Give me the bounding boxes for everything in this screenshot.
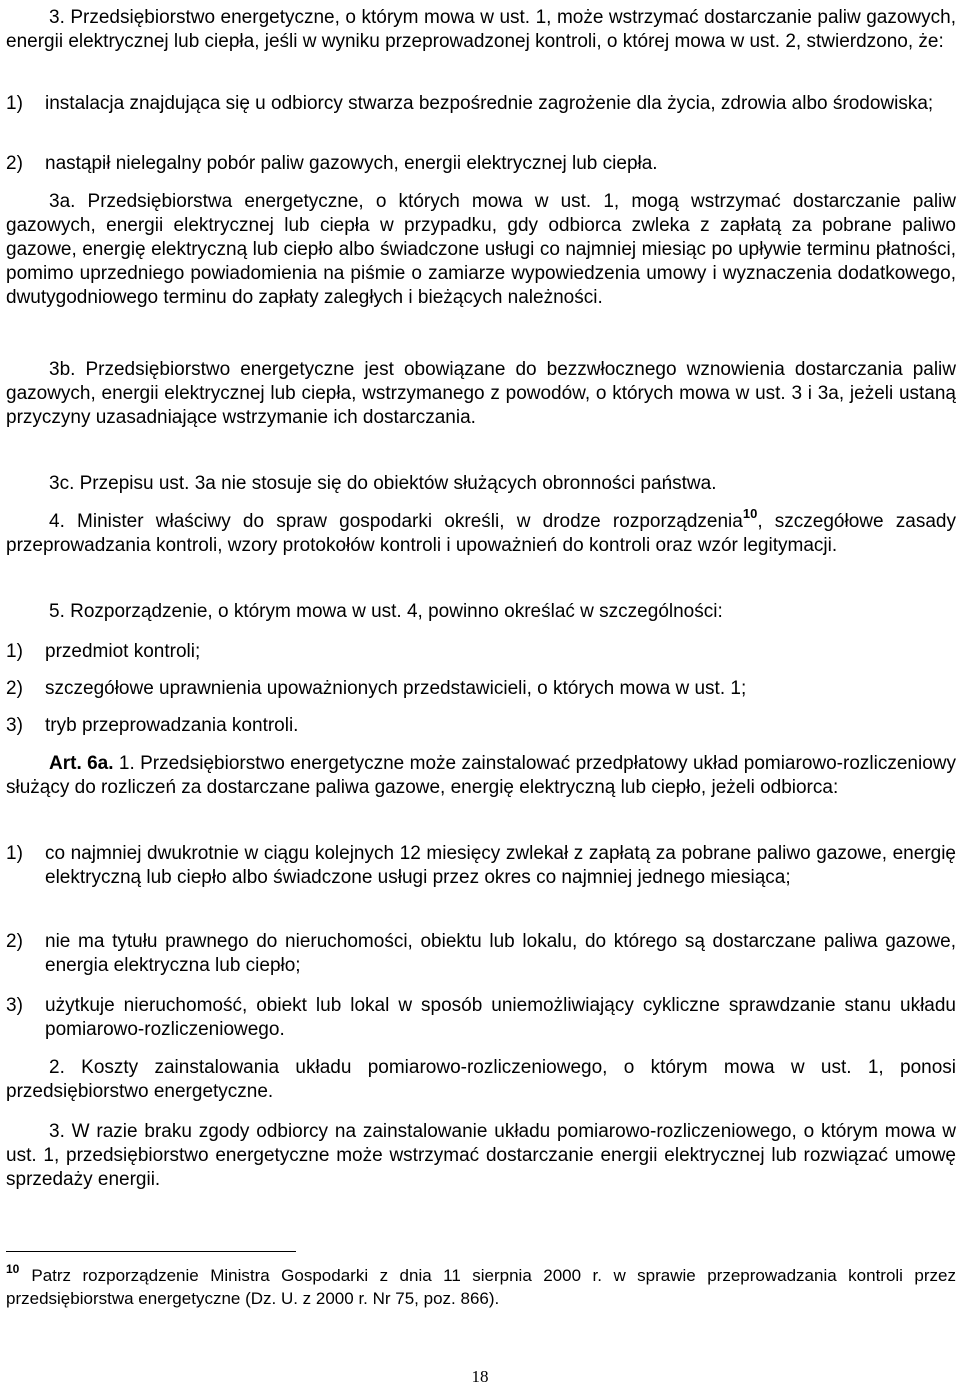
list-item-number: 3) <box>6 715 23 736</box>
list-item-number: 2) <box>6 678 23 699</box>
list-item-number: 2) <box>6 153 23 174</box>
list-item-text: użytkuje nieruchomość, obiekt lub lokal w sposób uniemożliwiający cykliczne sprawdzanie stanu układu pomiarowo-rozliczeniowego. <box>45 995 956 1040</box>
footnote-separator <box>6 1251 296 1252</box>
list-item <box>6 677 956 701</box>
paragraph-4-end: , szczegółowe zasady przeprowadzania kontroli, wzory protokołów kontroli i upoważnień do kontroli oraz wzór legitymacji. <box>6 511 956 556</box>
paragraph-3a: 3a. Przedsiębiorstwa energetyczne, o których mowa w ust. 1, mogą wstrzymać dostarczanie paliw gazowych, energii elektrycznej lub ciepła w przypadku, gdy odbiorca zwleka z zapłatą za pobrane paliwo gazowe, energię elektryczną lub ciepło albo świadczone usługi co najmniej miesiąc po upływie terminu płatności, pomimo uprzedniego powiadomienia na piśmie o zamiarze wypowiedzenia umowy i wyznaczenia dodatkowego, dwutygodniowego terminu do zapłaty zaległych i bieżących należności. <box>6 191 956 308</box>
article-6a-text: 1. Przedsiębiorstwo energetyczne może zainstalować przedpłatowy układ pomiarowo-rozliczeniowy służący do rozliczeń za dostarczane paliwa gazowe, energię elektryczną lub ciepło, jeżeli odbiorca: <box>6 753 956 798</box>
list-item-text: instalacja znajdująca się u odbiorcy stwarza bezpośrednie zagrożenie dla życia, zdrowia albo środowiska; <box>45 93 934 114</box>
list-item <box>6 930 956 978</box>
list-item-number: 1) <box>6 641 23 662</box>
article-6a-paragraph-1 <box>6 752 956 800</box>
footnote-text: Patrz rozporządzenie Ministra Gospodarki z dnia 11 sierpnia 2000 r. w sprawie przeprowadzania kontroli przez przedsiębiorstwa energetyczne (Dz. U. z 2000 r. Nr 75, poz. 866). <box>6 1266 956 1308</box>
list-item <box>6 994 956 1042</box>
list-item-text: nie ma tytułu prawnego do nieruchomości, obiektu lub lokalu, do którego są dostarczane paliwa gazowe, energia elektryczna lub ciepło; <box>45 931 956 976</box>
footnote-reference: 10 <box>742 506 758 521</box>
article-label: Art. 6a. <box>49 753 114 774</box>
list-item-number: 2) <box>6 931 23 952</box>
list-item <box>6 92 956 116</box>
list-item-text: przedmiot kontroli; <box>45 641 201 662</box>
paragraph-3b: 3b. Przedsiębiorstwo energetyczne jest obowiązane do bezzwłocznego wznowienia dostarczania paliw gazowych, energii elektrycznej lub ciepła, wstrzymanego z powodów, o których mowa w ust. 3 i 3a, jeżeli ustaną przyczyny uzasadniające wstrzymanie ich dostarczania. <box>6 359 956 428</box>
list-item-number: 3) <box>6 995 23 1016</box>
list-item <box>6 842 956 890</box>
list-item <box>6 152 956 176</box>
paragraph-3c: 3c. Przepisu ust. 3a nie stosuje się do obiektów służących obronności państwa. <box>49 473 717 494</box>
list-item <box>6 714 956 738</box>
list-item-number: 1) <box>6 93 23 114</box>
footnote-mark: 10 <box>6 1262 20 1276</box>
article-6a-paragraph-2: 2. Koszty zainstalowania układu pomiarowo-rozliczeniowego, o którym mowa w ust. 1, ponosi przedsiębiorstwo energetyczne. <box>6 1057 956 1102</box>
article-6a-paragraph-3: 3. W razie braku zgody odbiorcy na zainstalowanie układu pomiarowo-rozliczeniowego, o którym mowa w ust. 1, przedsiębiorstwo energetyczne może wstrzymać dostarczanie energii elektrycznej lub rozwiązać umowę sprzedaży energii. <box>6 1121 956 1190</box>
list-item-text: szczegółowe uprawnienia upoważnionych przedstawicieli, o których mowa w ust. 1; <box>45 678 747 699</box>
list-item-text: nastąpił nielegalny pobór paliw gazowych, energii elektrycznej lub ciepła. <box>45 153 658 174</box>
page-number: 18 <box>471 1367 489 1386</box>
list-item-number: 1) <box>6 843 23 864</box>
paragraph-5: 5. Rozporządzenie, o którym mowa w ust. 4, powinno określać w szczególności: <box>49 601 723 622</box>
list-item-text: tryb przeprowadzania kontroli. <box>45 715 299 736</box>
footnote <box>6 1264 956 1310</box>
paragraph-3: 3. Przedsiębiorstwo energetyczne, o którym mowa w ust. 1, może wstrzymać dostarczanie paliw gazowych, energii elektrycznej lub ciepła, jeśli w wyniku przeprowadzonej kontroli, o której mowa w ust. 2, stwierdzono, że: <box>6 7 956 52</box>
paragraph-4 <box>6 506 956 558</box>
list-item <box>6 640 956 664</box>
list-item-text: co najmniej dwukrotnie w ciągu kolejnych 12 miesięcy zwlekał z zapłatą za pobrane paliwo gazowe, energię elektryczną lub ciepło albo świadczone usługi przez okres co najmniej jednego miesiąca; <box>45 843 956 888</box>
paragraph-4-start: 4. Minister właściwy do spraw gospodarki określi, w drodze rozporządzenia <box>49 511 743 532</box>
